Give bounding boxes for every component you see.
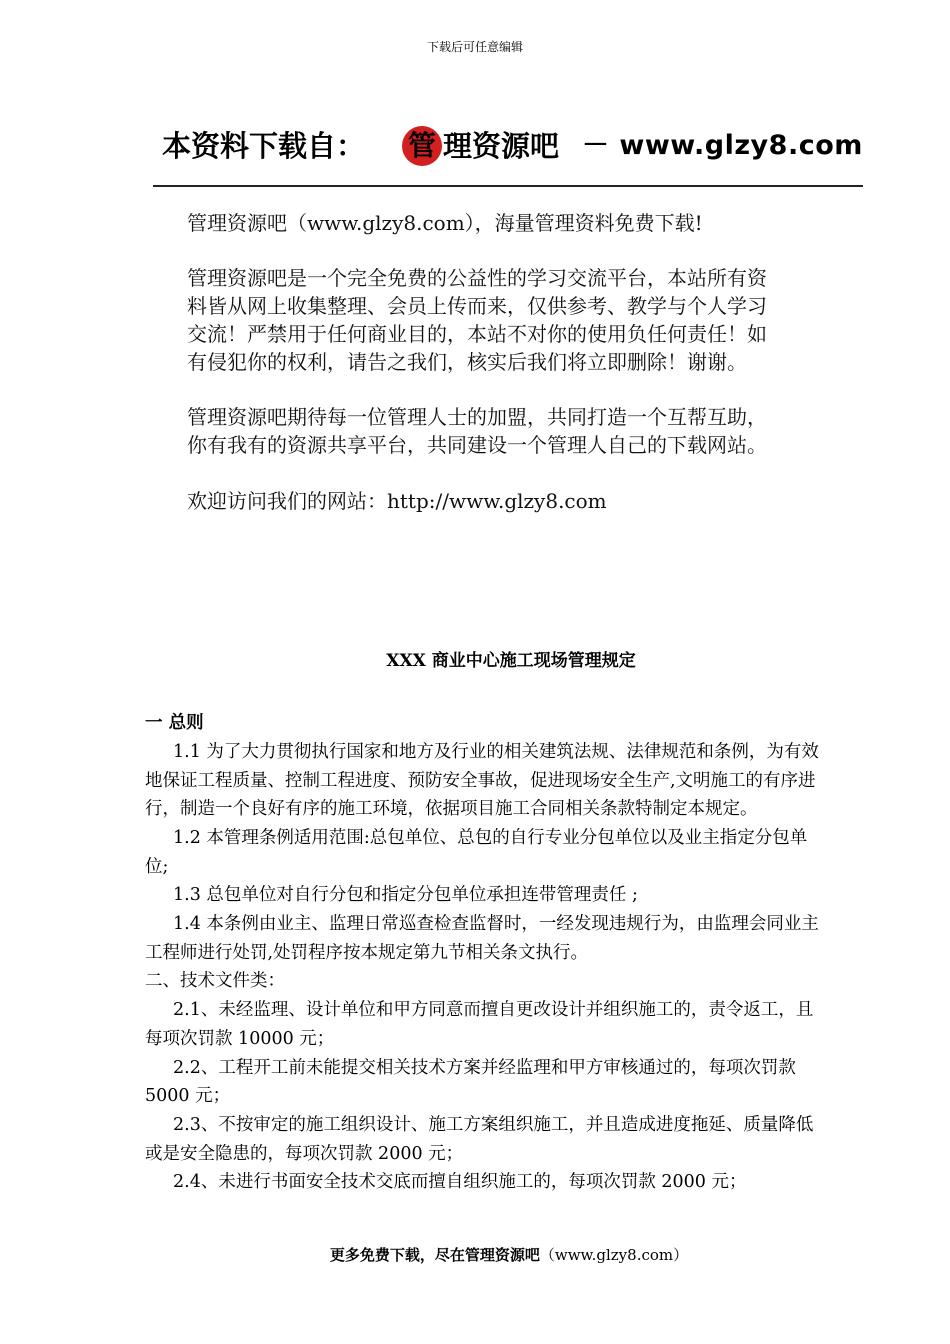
intro-line: 有侵犯你的权利，请告之我们，核实后我们将立即删除！谢谢。 [187,350,747,374]
logo-char: 管 [407,129,436,162]
section-heading: 二、技术文件类： [145,971,285,991]
banner-divider [153,185,863,187]
body-line: 每项次罚款 10000 元； [145,1029,335,1049]
banner-lead-text: 本资料下载自： [162,129,366,163]
banner-site-text: － www.glzy8.com [582,130,863,161]
document-title: XXX 商业中心施工现场管理规定 [386,651,636,671]
intro-line: 料皆从网上收集整理、会员上传而来，仅供参考、教学与个人学习 [187,294,767,318]
body-line: 2.2、工程开工前未能提交相关技术方案并经监理和甲方审核通过的，每项次罚款 [173,1058,796,1078]
intro-line: 管理资源吧（www.glzy8.com），海量管理资料免费下载! [187,211,703,235]
intro-line: 管理资源吧是一个完全免费的公益性的学习交流平台，本站所有资 [187,266,767,290]
body-line: 1.4 本条例由业主、监理日常巡查检查监督时，一经发现违规行为，由监理会同业主 [173,914,819,934]
body-line: 工程师进行处罚,处罚程序按本规定第九节相关条文执行。 [145,943,589,963]
body-line: 行，制造一个良好有序的施工环境，依据项目施工合同相关条款特制定本规定。 [145,799,758,819]
body-line: 位; [145,857,169,877]
body-line: 1.1 为了大力贯彻执行国家和地方及行业的相关建筑法规、法律规范和条例，为有效 [173,742,819,762]
body-line: 5000 元； [145,1086,231,1106]
intro-line: 管理资源吧期待每一位管理人士的加盟，共同打造一个互帮互助， [187,405,767,429]
logo-icon [402,126,442,166]
section-heading: 一 总则 [145,713,204,733]
footer-text: 更多免费下载，尽在管理资源吧 [329,1246,540,1264]
intro-line: 你有我有的资源共享平台，共同建设一个管理人自己的下载网站。 [187,433,767,457]
body-line: 1.3 总包单位对自行分包和指定分包单位承担连带管理责任 ; [173,885,638,905]
intro-line: 交流！严禁用于任何商业目的，本站不对你的使用负任何责任！如 [187,322,767,346]
page-header-note: 下载后可任意编辑 [426,40,523,54]
body-line: 地保证工程质量、控制工程进度、预防安全事故，促进现场安全生产,文明施工的有序进 [145,771,816,791]
banner [162,122,862,172]
body-line: 2.4、未进行书面安全技术交底而擅自组织施工的，每项次罚款 2000 元； [173,1172,747,1192]
intro-visit-line: 欢迎访问我们的网站：http://www.glzy8.com [187,489,607,513]
banner-brand-text: 理资源吧 [443,129,560,163]
body-line: 1.2 本管理条例适用范围:总包单位、总包的自行专业分包单位以及业主指定分包单 [173,828,808,848]
body-line: 2.1、未经监理、设计单位和甲方同意而擅自更改设计并组织施工的，责令返工，且 [173,1000,814,1020]
page-footer [0,1244,950,1265]
footer-link[interactable]: （www.glzy8.com） [539,1246,689,1264]
body-line: 2.3、不按审定的施工组织设计、施工方案组织施工，并且造成进度拖延、质量降低 [173,1115,814,1135]
body-line: 或是安全隐患的，每项次罚款 2000 元； [145,1144,464,1164]
